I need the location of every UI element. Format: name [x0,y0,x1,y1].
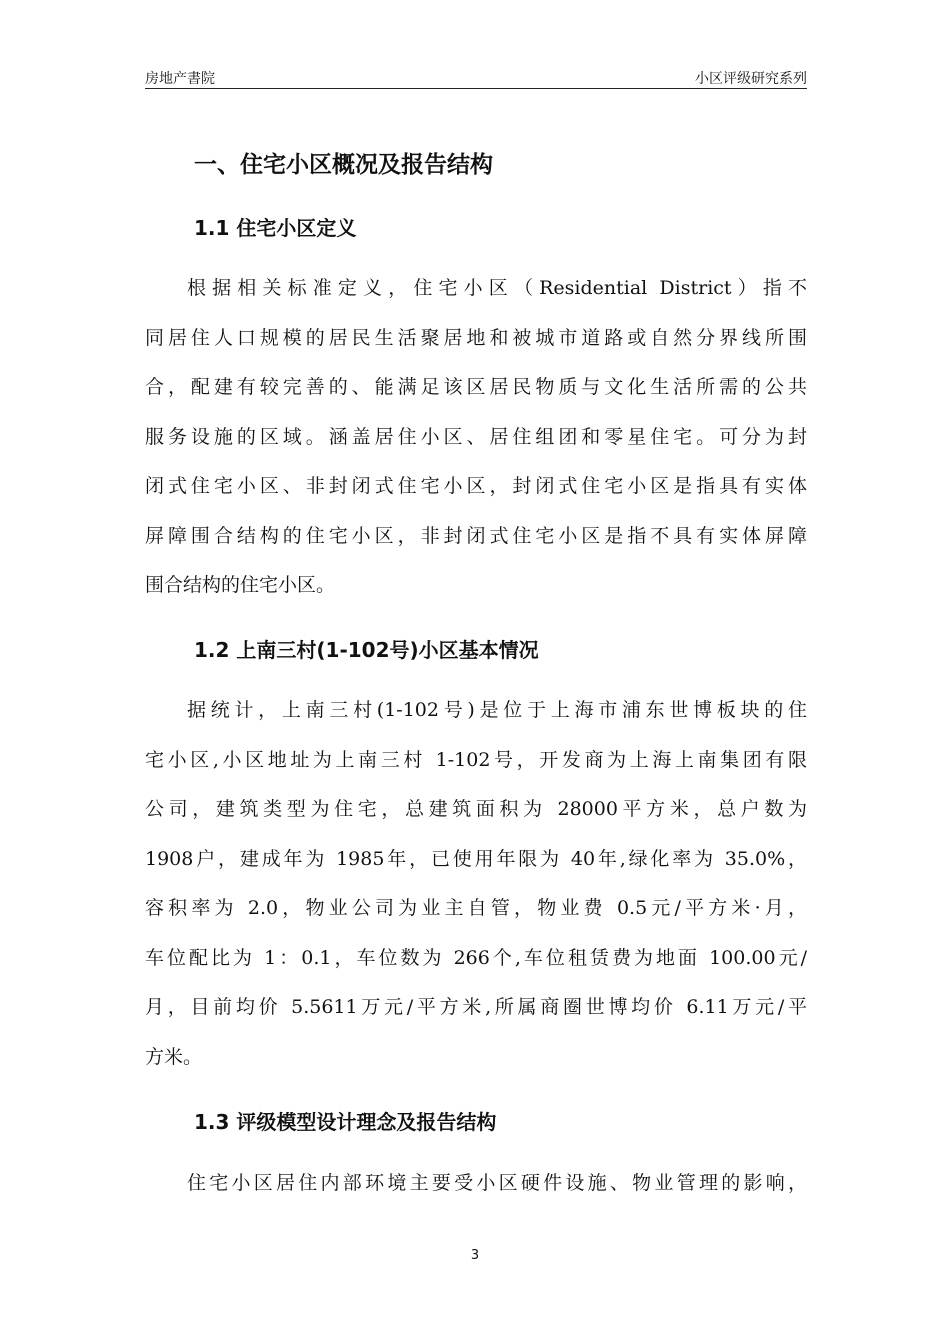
running-header [145,66,807,89]
paragraph-line: 同居住人口规模的居民生活聚居地和被城市道路或自然分界线所围 [145,326,807,349]
subsection-heading-1-3: 1.3 评级模型设计理念及报告结构 [194,1110,497,1134]
header-right-title: 小区评级研究系列 [695,71,807,87]
header-left-title: 房地产書院 [145,71,215,87]
paragraph-line: 月，目前均价 5.5611万元/平方米,所属商圈世博均价 6.11万元/平 [145,996,807,1018]
paragraph-line: 屏障围合结构的住宅小区，非封闭式住宅小区是指不具有实体屏障 [145,524,807,547]
paragraph-line: 根据相关标准定义，住宅小区（Residential District）指不 [187,277,807,299]
paragraph-line: 宅小区,小区地址为上南三村 1-102号，开发商为上海上南集团有限 [145,748,807,771]
paragraph-1-1 [145,264,807,611]
paragraph-line: 公司，建筑类型为住宅，总建筑面积为 28000平方米，总户数为 [145,798,807,820]
subsection-heading-1-2: 1.2 上南三村(1-102号)小区基本情况 [194,638,539,662]
paragraph-line: 服务设施的区域。涵盖居住小区、居住组团和零星住宅。可分为封 [145,425,807,448]
paragraph-line: 合，配建有较完善的、能满足该区居民物质与文化生活所需的公共 [145,376,807,398]
paragraph-line: 方米。 [145,1045,203,1068]
paragraph-line: 住宅小区居住内部环境主要受小区硬件设施、物业管理的影响， [187,1172,807,1194]
paragraph-line: 容积率为 2.0，物业公司为业主自管，物业费 0.5元/平方米·月， [145,897,807,919]
paragraph-line: 车位配比为 1：0.1，车位数为 266个,车位租赁费为地面 100.00元/ [145,946,807,969]
paragraph-1-2 [145,686,807,1082]
paragraph-line: 闭式住宅小区、非封闭式住宅小区，封闭式住宅小区是指具有实体 [145,475,807,497]
section-heading-1: 一、住宅小区概况及报告结构 [194,152,493,178]
paragraph-1-3 [145,1159,807,1209]
paragraph-line: 1908户，建成年为 1985年，已使用年限为 40年,绿化率为 35.0%， [145,847,807,870]
subsection-heading-1-1: 1.1 住宅小区定义 [194,216,357,240]
page-number: 3 [470,1248,480,1263]
paragraph-line: 围合结构的住宅小区。 [145,574,336,596]
paragraph-line: 据统计，上南三村(1-102号)是位于上海市浦东世博板块的住 [187,699,807,721]
